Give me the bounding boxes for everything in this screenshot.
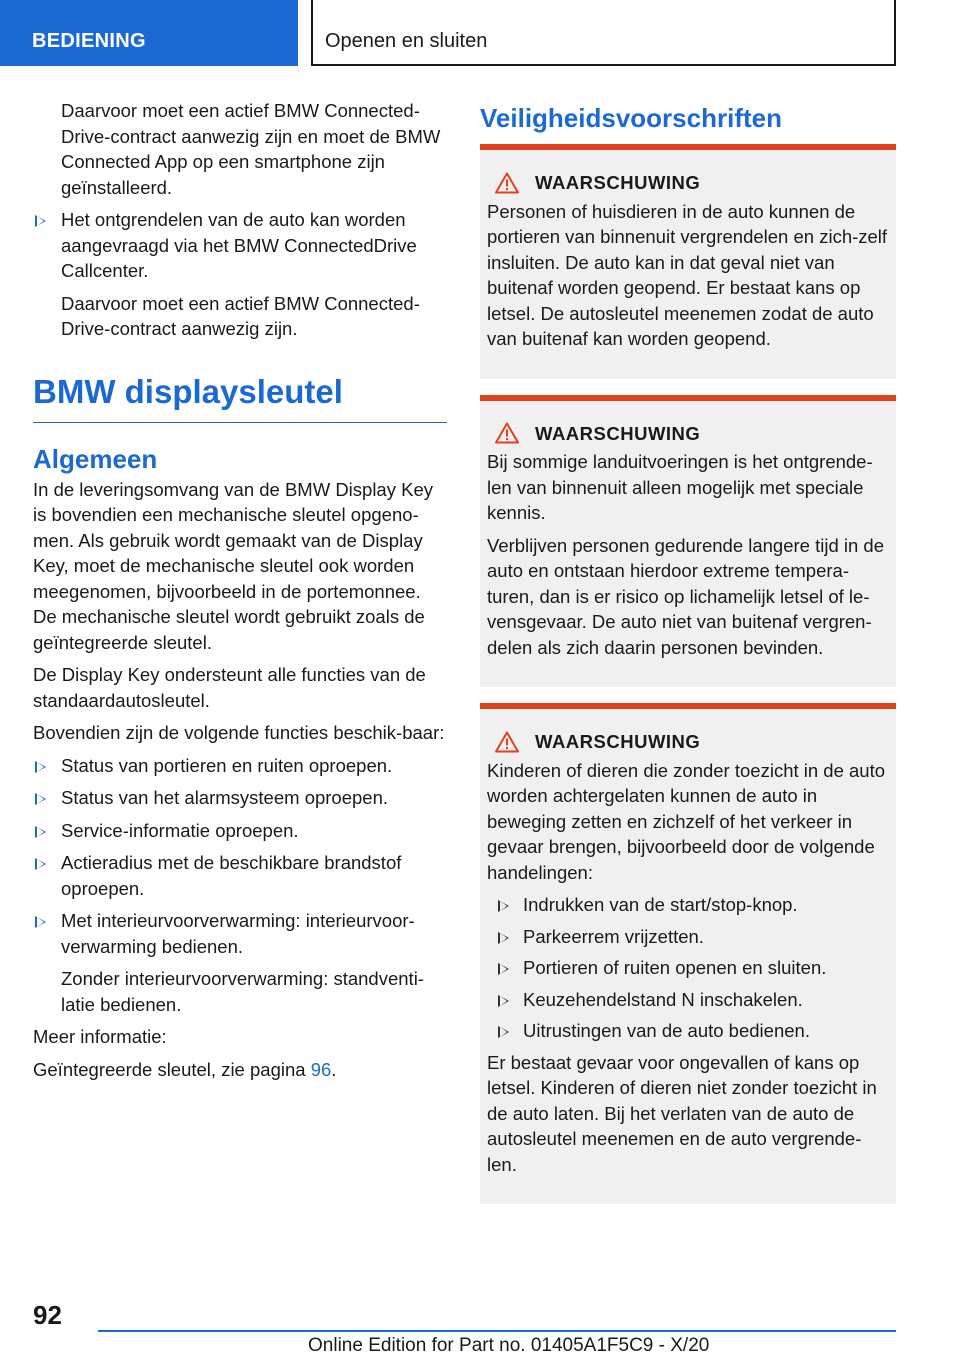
right-column — [480, 98, 896, 1214]
warning-text: Verblijven personen gedurende langere tijd in de auto en ontstaan hierdoor extreme tempera-turen, dan is er risico op lichamelijk letsel of le-vensgevaar. De auto niet van buitenaf vergren-delen als zich daarin personen bevinden. — [487, 534, 885, 658]
intro-paragraph: Daarvoor moet een actief BMW Connected-Drive-contract aanwezig zijn en moet de BMW Connected App op een smartphone zijn geïnstalleerd. — [61, 100, 441, 198]
warning-header: WAARSCHUWING — [495, 729, 888, 755]
warning-box — [480, 144, 896, 379]
list-item: Het ontgrendelen van de auto kan worden aangevraagd via het BMW ConnectedDrive Callcenter. — [33, 207, 447, 284]
warning-header: WAARSCHUWING — [495, 421, 888, 447]
list-item: Status van het alarmsysteem oproepen. — [33, 785, 447, 811]
page-number: 92 — [33, 1300, 62, 1330]
list-item: Parkeerrem vrijzetten. — [487, 924, 888, 950]
more-info-label: Meer informatie: — [33, 1026, 167, 1047]
section-tab: BEDIENING — [0, 0, 298, 66]
list-item: Actieradius met de beschikbare brandstof oproepen. — [33, 850, 447, 901]
intro-paragraph: Daarvoor moet een actief BMW Connected-Drive-contract aanwezig zijn. — [61, 292, 420, 339]
list-item: Service-informatie oproepen. — [33, 818, 447, 844]
list-item: Met interieurvoorverwarming: interieurvoor-verwarming bedienen. — [33, 908, 447, 959]
section-heading: Veiligheidsvoorschriften — [480, 103, 782, 133]
footer-divider — [98, 1330, 896, 1332]
list-item: Uitrustingen van de auto bedienen. — [487, 1018, 888, 1044]
warning-text: Bij sommige landuitvoeringen is het ontgrende-len van binnenuit alleen mogelijk met speciale kennis. — [487, 451, 873, 523]
left-column — [33, 98, 447, 1089]
list-item: Portieren of ruiten openen en sluiten. — [487, 955, 888, 981]
body-paragraph: De Display Key ondersteunt alle functies van de standaardautosleutel. — [33, 664, 426, 711]
warning-triangle-icon — [495, 731, 519, 753]
warning-text: Er bestaat gevaar voor ongevallen of kans op letsel. Kinderen of dieren niet zonder toezicht in de auto laten. Bij het verlaten van de auto de autosleutel meenemen en de auto vergrende-len. — [487, 1051, 877, 1175]
footer-edition: Online Edition for Part no. 01405A1F5C9 - X/20 — [308, 1335, 710, 1356]
warning-box — [480, 395, 896, 688]
list-item: Status van portieren en ruiten oproepen. — [33, 753, 447, 779]
list-item: Indrukken van de start/stop-knop. — [487, 892, 888, 918]
warning-text: Personen of huisdieren in de auto kunnen de portieren van binnenuit vergrendelen en zich-zelf insluiten. De auto kan in dat geval niet van buitenaf worden geopend. Er bestaat kans op letsel. De autosleutel meenemen zodat de auto van buitenaf kan worden geopend. — [487, 200, 888, 349]
warning-box — [480, 703, 896, 1204]
body-paragraph: Bovendien zijn de volgende functies beschik-baar: — [33, 722, 445, 743]
warning-text: Kinderen of dieren die zonder toezicht in de auto worden achtergelaten kunnen de auto in beweging zetten en zichzelf of het verkeer in gevaar brengen, bijvoorbeeld door de volgende handelingen: — [487, 759, 886, 883]
page-link[interactable]: 96 — [310, 1058, 332, 1080]
subsection-heading: Algemeen — [33, 443, 158, 474]
warning-triangle-icon — [495, 422, 519, 444]
body-paragraph: In de leveringsomvang van de BMW Display Key is bovendien een mechanische sleutel opgeno-men. Als gebruik wordt gemaakt van de Display Key, moet de mechanische sleutel ook worden meegenomen, bijvoorbeeld in de portemonnee. De mechanische sleutel wordt gebruikt zoals de geïntegreerde sleutel. — [33, 478, 433, 653]
warning-header: WAARSCHUWING — [495, 170, 888, 196]
section-heading: BMW displaysleutel — [33, 372, 447, 423]
cross-reference: Geïntegreerde sleutel, zie pagina 96. — [33, 1058, 337, 1080]
chapter-title: Openen en sluiten — [311, 0, 896, 66]
sub-note: Zonder interieurvoorverwarming: standventi-latie bedienen. — [61, 968, 424, 1015]
list-item: Keuzehendelstand N inschakelen. — [487, 987, 888, 1013]
warning-triangle-icon — [495, 172, 519, 194]
